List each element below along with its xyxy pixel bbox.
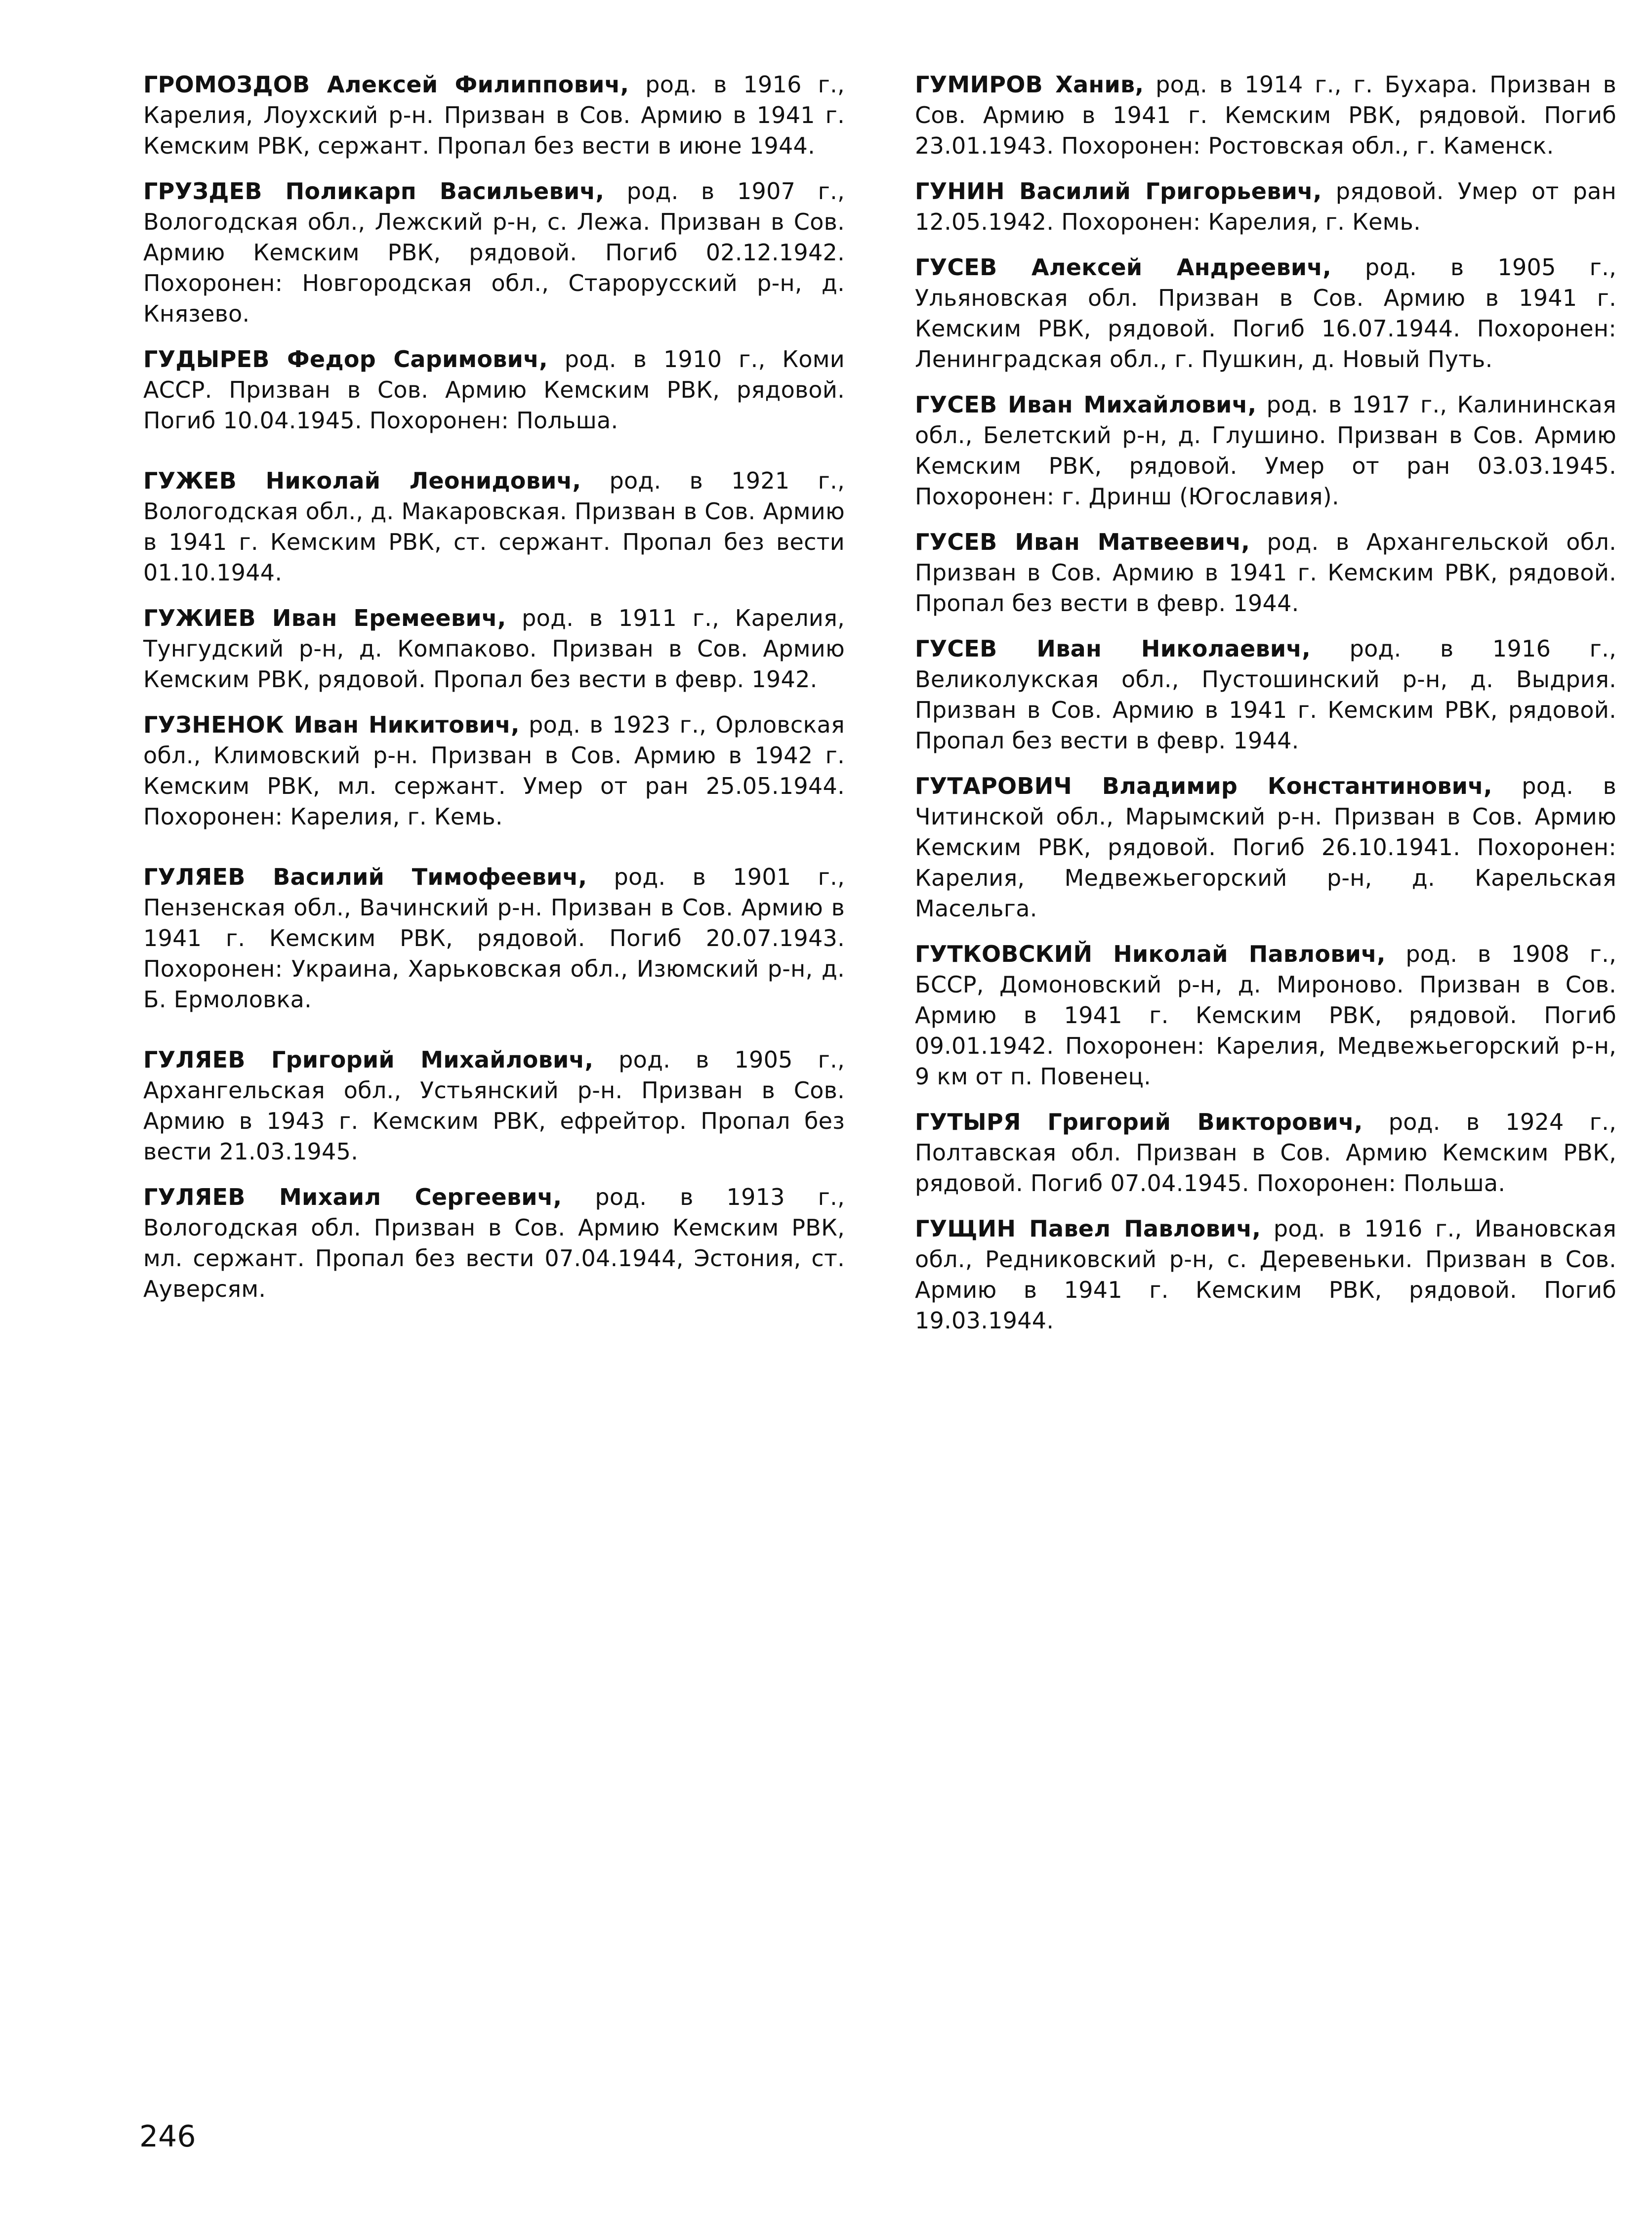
entry-name: ГУМИРОВ Ханив, [915,71,1144,98]
entry-name: ГУЛЯЕВ Михаил Сергеевич, [143,1184,562,1210]
entry-gusev-ivan-mikhailovich [915,389,1616,512]
entry-guzhiev [143,603,845,695]
entry-name: ГУЖИЕВ Иван Еремеевич, [143,605,506,631]
entry-gumirov [915,69,1616,161]
entry-name: ГУНИН Василий Григорьевич, [915,178,1322,205]
entry-text: род. в 1911 г., Карелия, Тунгудский р-н, д. Компаково. Призван в Сов. Армию Кемским РВК, рядовой. Пропал без вести в февр. 1942. [143,605,845,693]
entry-name: ГУЛЯЕВ Григорий Михайлович, [143,1046,594,1073]
entry-text: род. в 1905 г., Архангельская обл., Устьянский р-н. Призван в Сов. Армию в 1943 г. Кемским РВК, ефрейтор. Пропал без вести 21.03.1945. [143,1046,845,1165]
entry-text: род. в 1924 г., Полтавская обл. Призван в Сов. Армию Кемским РВК, рядовой. Погиб 07.04.1945. Похоронен: Польша. [915,1109,1616,1197]
right-column [915,69,1616,1351]
entry-name: ГУТКОВСКИЙ Николай Павлович, [915,941,1386,967]
entry-gulyaev-mikhail [143,1182,845,1304]
entry-name: ГРУЗДЕВ Поликарп Васильевич, [143,178,605,205]
entry-gutyrya [915,1107,1616,1198]
entry-gunin [915,176,1616,237]
entry-text: род. в 1910 г., Коми АССР. Призван в Сов. Армию Кемским РВК, рядовой. Погиб 10.04.1945. Похоронен: Польша. [143,346,845,434]
entry-gusev-ivan-matveevich [915,527,1616,619]
entry-text: род. в 1916 г., Карелия, Лоухский р-н. Призван в Сов. Армию в 1941 г. Кемским РВК, сержант. Пропал без вести в июне 1944. [143,71,845,159]
entry-text: род. в Читинской обл., Марымский р-н. Призван в Сов. Армию Кемским РВК, рядовой. Погиб 26.10.1941. Похоронен: Карелия, Медвежьегорский р-н, д. Карельская Масельга. [915,773,1616,922]
entry-gusev-aleksey [915,252,1616,374]
entry-name: ГУТАРОВИЧ Владимир Константинович, [915,773,1492,799]
page-number: 246 [139,2119,196,2154]
entry-gulyaev-grigory [143,1044,845,1167]
entry-text: род. в 1916 г., Ивановская обл., Редниковский р-н, с. Деревеньки. Призван в Сов. Армию в 1941 г. Кемским РВК, рядовой. Погиб 19.03.1944. [915,1215,1616,1334]
entry-guzhev [143,465,845,588]
entry-text: род. в 1901 г., Пензенская обл., Вачинский р-н. Призван в Сов. Армию в 1941 г. Кемским РВК, рядовой. Погиб 20.07.1943. Похоронен: Украина, Харьковская обл., Изюмский р-н, д. Б. Ермоловка. [143,864,845,1013]
entry-name: ГРОМОЗДОВ Алексей Филиппович, [143,71,629,98]
entry-gutarovich [915,771,1616,924]
entry-gromozdov [143,69,845,161]
entry-name: ГУЖЕВ Николай Леонидович, [143,467,581,494]
entry-name: ГУТЫРЯ Григорий Викторович, [915,1109,1363,1135]
entry-gutkovsky [915,939,1616,1092]
entry-text: род. в Архангельской обл. Призван в Сов. Армию в 1941 г. Кемским РВК, рядовой. Пропал без вести в февр. 1944. [915,529,1616,617]
entry-gusev-ivan-nikolaevich [915,633,1616,756]
entry-text: род. в 1921 г., Вологодская обл., д. Макаровская. Призван в Сов. Армию в 1941 г. Кемским РВК, ст. сержант. Пропал без вести 01.10.1944. [143,467,845,586]
entry-name: ГУСЕВ Иван Николаевич, [915,635,1311,662]
left-column [143,69,845,1319]
entry-text: род. в 1913 г., Вологодская обл. Призван в Сов. Армию Кемским РВК, мл. сержант. Пропал без вести 07.04.1944, Эстония, ст. Ауверсям. [143,1184,845,1302]
entry-gudyrev [143,344,845,436]
entry-gulyaev-vasily [143,862,845,1015]
entry-guznenok [143,709,845,832]
entry-name: ГУДЫРЕВ Федор Саримович, [143,346,548,372]
entry-text: род. в 1923 г., Орловская обл., Климовский р-н. Призван в Сов. Армию в 1942 г. Кемским РВК, мл. сержант. Умер от ран 25.05.1944. Похоронен: Карелия, г. Кемь. [143,711,845,830]
entry-text: род. в 1905 г., Ульяновская обл. Призван в Сов. Армию в 1941 г. Кемским РВК, рядовой. Погиб 16.07.1944. Похоронен: Ленинградская обл., г. Пушкин, д. Новый Путь. [915,254,1616,372]
entry-name: ГУЗНЕНОК Иван Никитович, [143,711,520,738]
entry-text: род. в 1908 г., БССР, Домоновский р-н, д. Мироново. Призван в Сов. Армию в 1941 г. Кемским РВК, рядовой. Погиб 09.01.1942. Похоронен: Карелия, Медвежьегорский р-н, 9 км от п. Повенец. [915,941,1616,1090]
entry-name: ГУСЕВ Иван Матвеевич, [915,529,1250,555]
entry-text: рядовой. Умер от ран 12.05.1942. Похоронен: Карелия, г. Кемь. [915,178,1617,235]
entry-gushchin [915,1213,1616,1336]
entry-name: ГУСЕВ Алексей Андреевич, [915,254,1332,281]
entry-name: ГУЛЯЕВ Василий Тимофеевич, [143,864,587,890]
entry-text: род. в 1916 г., Великолукская обл., Пустошинский р-н, д. Выдрия. Призван в Сов. Армию в 1941 г. Кемским РВК, рядовой. Пропал без вести в февр. 1944. [915,635,1616,754]
entry-name: ГУЩИН Павел Павлович, [915,1215,1261,1242]
entry-name: ГУСЕВ Иван Михайлович, [915,391,1257,418]
entry-text: род. в 1917 г., Калининская обл., Белетский р-н, д. Глушино. Призван в Сов. Армию Кемским РВК, рядовой. Умер от ран 03.03.1945. Похоронен: г. Дринш (Югославия). [915,391,1616,510]
entry-gruzdev [143,176,845,329]
entry-text: род. в 1914 г., г. Бухара. Призван в Сов. Армию в 1941 г. Кемским РВК, рядовой. Погиб 23.01.1943. Похоронен: Ростовская обл., г. Каменск. [915,71,1616,159]
entry-text: род. в 1907 г., Вологодская обл., Лежский р-н, с. Лежа. Призван в Сов. Армию Кемским РВК, рядовой. Погиб 02.12.1942. Похоронен: Новгородская обл., Старорусский р-н, д. Князево. [143,178,845,327]
